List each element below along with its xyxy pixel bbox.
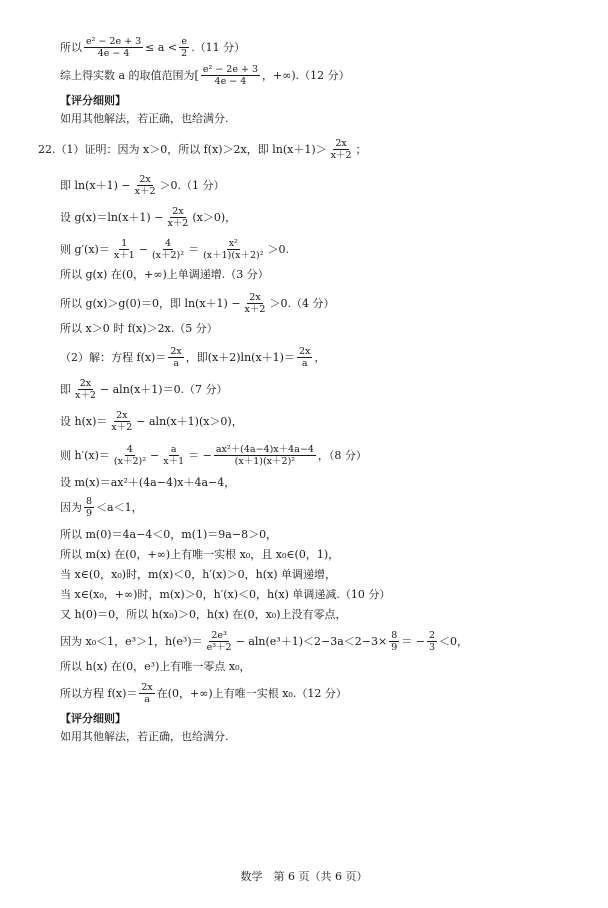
line-20: 又 h(0)＝0，所以 h(x₀)＞0，h(x) 在(0，x₀)上没有零点， xyxy=(60,608,347,621)
fraction: $\frac{a}{x+1}$ xyxy=(163,444,185,467)
fraction: $\frac{2x}{x+2}$ xyxy=(134,174,156,197)
text: − xyxy=(138,243,148,256)
text: (x＞0)， xyxy=(192,211,237,224)
fraction: $\frac{4}{\text{(x＋2)²}}$ xyxy=(151,238,185,261)
rubric-title: 【评分细则】 xyxy=(60,94,126,107)
rubric-text: 如用其他解法，若正确，也给满分. xyxy=(60,730,229,743)
line-21 xyxy=(60,630,578,653)
text: ＜0， xyxy=(439,635,468,648)
line-18: 当 x∈(0，x₀)时，m(x)＜0，h′(x)＞0，h(x) 单调递增， xyxy=(60,568,336,581)
text: ，（8 分） xyxy=(317,449,367,462)
text: 则 g′(x)＝ xyxy=(60,243,110,256)
fraction: $\frac{2x}{x+2}$ xyxy=(167,206,189,229)
line-7: 所以 g(x) 在(0，+∞)上单调递增.（3 分） xyxy=(60,268,269,281)
line-16: 所以 m(0)＝4a−4＜0，m(1)＝9a−8＞0， xyxy=(60,528,278,541)
line-2 xyxy=(60,64,578,87)
text: 即 ln(x＋1) − xyxy=(60,179,131,192)
fraction: $\frac{\text{e² − 2e + 3}}{4e - 4}$ xyxy=(202,64,258,87)
fraction: $\frac{2x}{a}$ xyxy=(298,346,311,369)
text: ， xyxy=(314,351,326,364)
line-13 xyxy=(60,444,578,467)
line-10 xyxy=(60,346,578,369)
fraction: $\frac{2x}{x+2}$ xyxy=(330,138,352,161)
text: 在(0，+∞)上有唯一实根 x₀.（12 分） xyxy=(156,687,347,700)
text: − aln(e³＋1)＜2−3a＜2−3× xyxy=(235,635,388,648)
line-23 xyxy=(60,682,578,705)
fraction: $\frac{\text{e² − 2e + 3}}{4e - 4}$ xyxy=(86,36,142,59)
line-5 xyxy=(60,206,578,229)
line-6 xyxy=(60,238,578,261)
line-22: 所以 h(x) 在(0，e³)上有唯一零点 x₀， xyxy=(60,660,251,673)
text: 设 g(x)＝ln(x＋1) − xyxy=(60,211,164,224)
fraction: $\frac{1}{x+1}$ xyxy=(113,238,135,261)
text: 设 h(x)＝ xyxy=(60,415,108,428)
fraction: $\frac{2x}{x+2}$ xyxy=(111,410,133,433)
text: ＞0.（1 分） xyxy=(159,179,225,192)
text: ＞0. xyxy=(267,243,290,256)
text: − aln(x＋1)(x＞0)， xyxy=(136,415,243,428)
rubric-title: 【评分细则】 xyxy=(60,712,126,725)
text: ＝ − xyxy=(401,635,425,648)
text: ＜a＜1， xyxy=(96,501,143,514)
text: 则 h′(x)＝ xyxy=(60,449,110,462)
fraction: $\frac{2x}{x+2}$ xyxy=(244,292,266,315)
text: − xyxy=(150,449,160,462)
fraction: $\frac{2x}{a}$ xyxy=(141,682,153,705)
fraction: $\frac{8}{9}$ xyxy=(391,630,398,653)
text: 22.（1）证明：因为 x＞0，所以 f(x)＞2x，即 ln(x＋1)＞ xyxy=(38,143,327,156)
text: 所以方程 f(x)＝ xyxy=(60,687,138,700)
fraction: $\frac{\text{2e³}}{\text{e³＋2}}$ xyxy=(206,630,232,653)
page-footer: 数学 第 6 页（共 6 页） xyxy=(240,870,368,883)
fraction: $\frac{2x}{a}$ xyxy=(170,346,182,369)
line-14: 设 m(x)＝ax²＋(4a−4)x＋4a−4， xyxy=(60,476,236,489)
text: .（11 分） xyxy=(191,41,246,54)
text: 所以 xyxy=(60,41,82,54)
fraction: $\frac{e}{2}$ xyxy=(181,36,188,59)
text: ＞0.（4 分） xyxy=(269,297,335,310)
text: （2）解：方程 f(x)＝ xyxy=(60,351,167,364)
line-15 xyxy=(60,496,578,519)
fraction: $\frac{4}{\text{(x＋2)²}}$ xyxy=(113,444,146,467)
text: − aln(x＋1)＝0.（7 分） xyxy=(99,383,228,396)
line-19: 当 x∈(x₀，+∞)时，m(x)＞0，h′(x)＜0，h(x) 单调递减.（10 分） xyxy=(60,588,391,601)
line-8 xyxy=(60,292,578,315)
question-22 xyxy=(38,138,578,161)
fraction: $\frac{\text{ax²＋(4a−4)x＋4a−4}}{\text{(x＋1)(x＋2)²}}$ xyxy=(215,444,314,467)
rubric-text: 如用其他解法，若正确，也给满分. xyxy=(60,112,229,125)
text: 因为 xyxy=(60,501,82,514)
line-12 xyxy=(60,410,578,433)
fraction: $\frac{8}{9}$ xyxy=(86,496,93,519)
text: 综上得实数 a 的取值范围为[ xyxy=(60,69,199,82)
text: ＝ xyxy=(188,243,200,256)
text: 因为 x₀＜1，e³＞1，h(e³)＝ xyxy=(60,635,203,648)
fraction: $\frac{\text{x²}}{\text{(x＋1)(x＋2)²}}$ xyxy=(203,238,264,261)
fraction: $\frac{2}{3}$ xyxy=(428,630,435,653)
text: ，+∞).（12 分） xyxy=(261,69,350,82)
text: ； xyxy=(355,143,367,156)
line-1 xyxy=(60,36,578,59)
line-9: 所以 x＞0 时 f(x)＞2x.（5 分） xyxy=(60,322,218,335)
text: 所以 g(x)＞g(0)＝0，即 ln(x＋1) − xyxy=(60,297,241,310)
text: ＝ − xyxy=(188,449,212,462)
line-4 xyxy=(60,174,578,197)
line-17: 所以 m(x) 在(0，+∞)上有唯一实根 x₀，且 x₀∈(0，1)， xyxy=(60,548,340,561)
line-11 xyxy=(60,378,578,401)
text: ，即(x＋2)ln(x＋1)＝ xyxy=(185,351,295,364)
text: ≤ a < xyxy=(145,41,178,54)
fraction: $\frac{2x}{x+2}$ xyxy=(75,378,96,401)
text: 即 xyxy=(60,383,71,396)
